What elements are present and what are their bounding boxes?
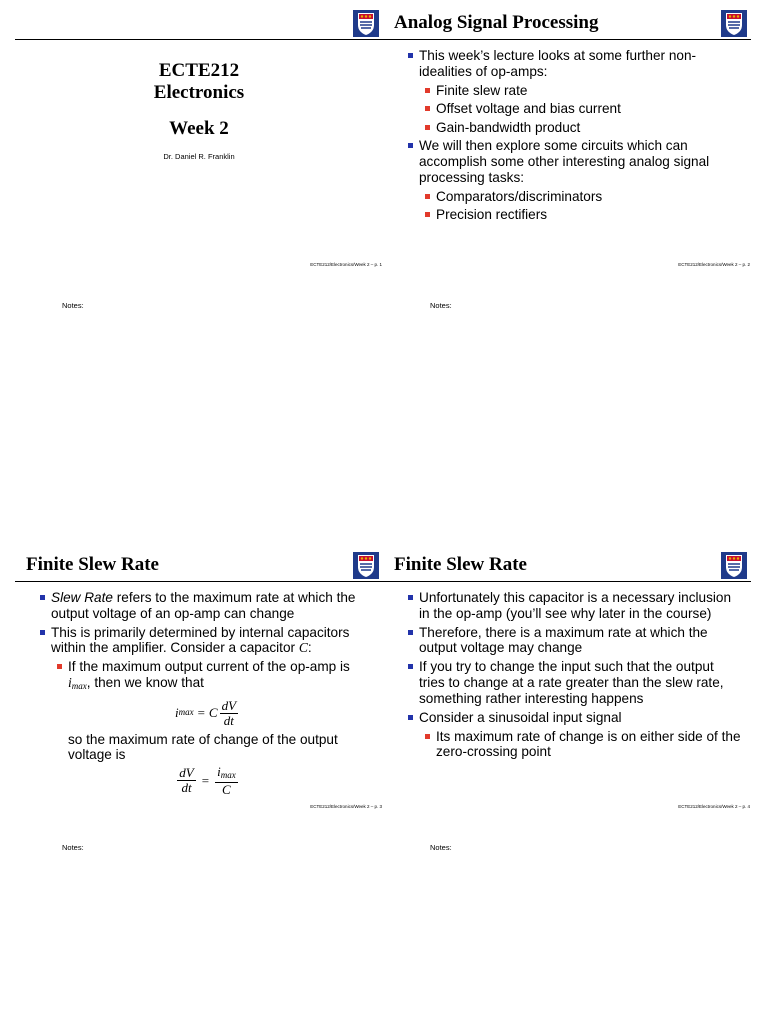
slide-footer: ECTE212/Electronics/Week 2 – p. 2 [678,262,750,267]
university-crest-icon [353,552,379,579]
slide-3 [15,550,383,852]
equation-current: i max = C $\frac{dV}{dt}$ [174,697,237,728]
bullet [40,590,375,621]
slide-4 [383,550,751,852]
university-crest-icon [721,10,747,37]
notes-label: Notes: [430,843,452,852]
slide-body [408,590,743,763]
sub-bullet: Its maximum rate of change is on either side of the zero-crossing point [408,729,743,760]
sub-bullet: Precision rectifiers [408,207,743,223]
slide-3-header [15,550,383,582]
bullet [40,625,375,656]
bullet: Therefore, there is a maximum rate at which the output voltage may change [408,625,743,656]
bullet: Consider a sinusoidal input signal [408,710,743,726]
sub-bullet: Gain-bandwidth product [408,120,743,136]
notes-label: Notes: [62,843,84,852]
sub-bullet: Finite slew rate [408,83,743,99]
slide-1-header [15,8,383,40]
course-code: ECTE212 [158,60,240,81]
university-crest-icon [353,10,379,37]
slide-body [40,590,375,797]
course-name: Electronics [153,82,245,103]
slide-footer: ECTE212/Electronics/Week 2 – p. 4 [678,804,750,809]
term-emphasis: Slew Rate [51,590,113,605]
slide-title: Finite Slew Rate [26,554,159,575]
bullet: Unfortunately this capacitor is a necessary inclusion in the op-amp (you’ll see why later in the course) [408,590,743,621]
sub-bullet [40,659,375,694]
continuation-text: so the maximum rate of change of the output voltage is [68,731,338,763]
bullet-text: : [307,640,312,656]
slide-1 [15,8,383,310]
slide-2 [383,8,751,310]
university-crest-icon [721,552,747,579]
week-label: Week 2 [169,118,229,139]
bullet: If you try to change the input such that the output tries to change at a rate greater than the slew rate, something rather interesting happens [408,659,743,706]
notes-label: Notes: [62,301,84,310]
sub-bullet: Offset voltage and bias current [408,101,743,117]
author: Dr. Daniel R. Franklin [163,152,235,161]
slide-2-header [383,8,751,40]
slide-footer: ECTE212/Electronics/Week 2 – p. 1 [310,262,382,267]
sub-bullet: Comparators/discriminators [408,189,743,205]
slide-title: Analog Signal Processing [394,12,599,33]
slide-title: Finite Slew Rate [394,554,527,575]
bullet: We will then explore some circuits which can accomplish some other interesting analog signal processing tasks: [408,138,743,185]
bullet: This week’s lecture looks at some further non-idealities of op-amps: [408,48,743,79]
notes-label: Notes: [430,301,452,310]
slide-4-header [383,550,751,582]
cover-block [15,60,383,161]
slide-footer: ECTE212/Electronics/Week 2 – p. 3 [310,804,382,809]
bullet-text: If the maximum output current of the op-amp is [68,659,350,675]
math-var: $i_{max}$ [68,674,87,691]
bullet-text: , then we know that [86,674,204,690]
math-var: C [298,640,308,656]
slide-body [408,48,743,226]
equation-slew: $\frac{dV}{dt}$ = $\frac{i_{max}}{C}$ [179,763,236,797]
bullet-text: refers to the maximum rate at which the output voltage of an op-amp can change [51,590,356,621]
bullet-text: This is primarily determined by internal capacitors within the amplifier. Consider a capacitor [51,624,350,656]
